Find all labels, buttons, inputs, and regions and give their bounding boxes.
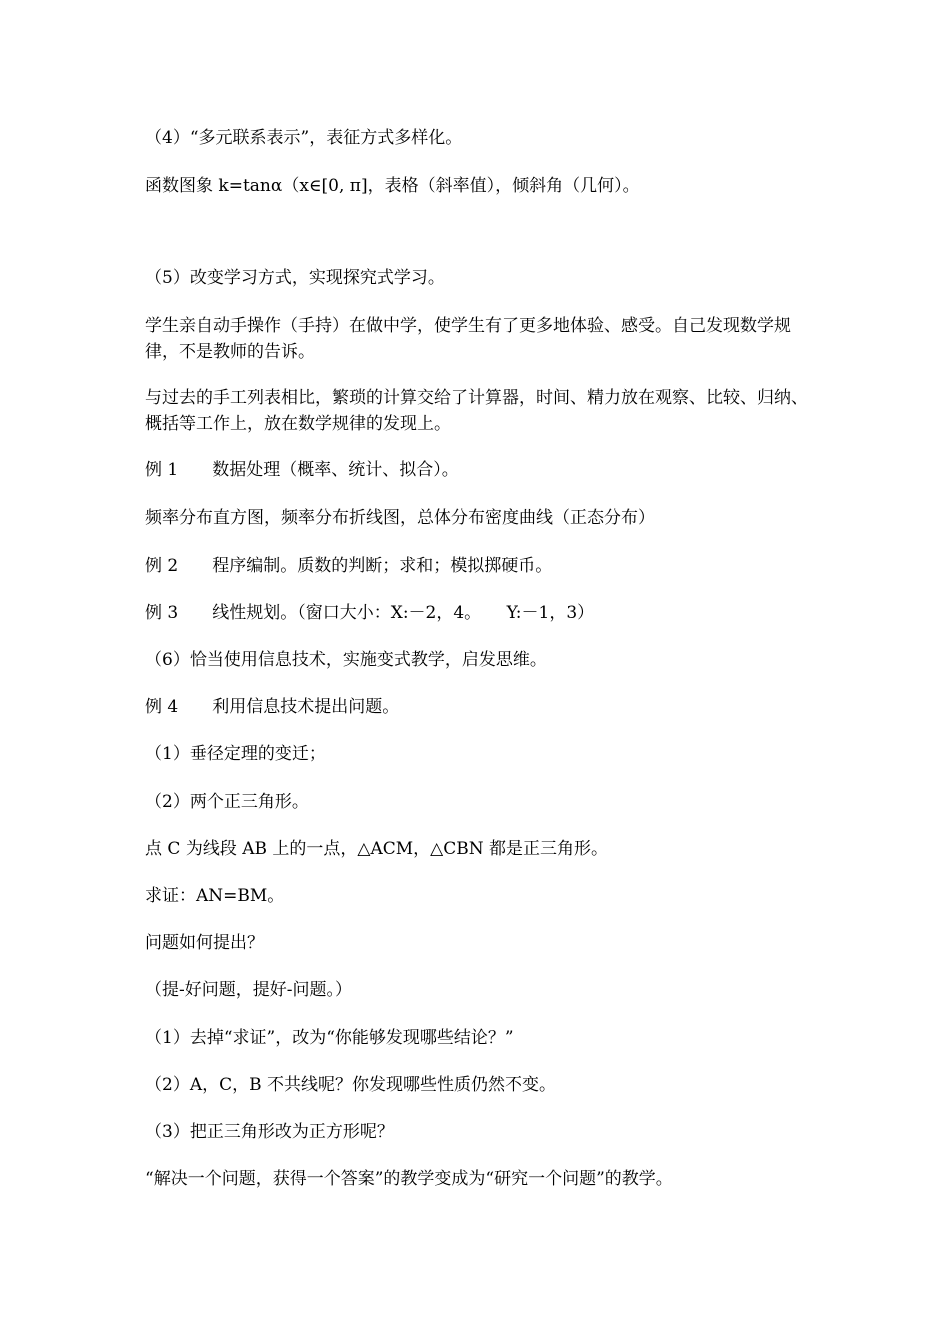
paragraph-section-4: （4）“多元联系表示”，表征方式多样化。: [145, 128, 463, 148]
paragraph-example-1: 例 1 数据处理（概率、统计、拟合）。: [145, 460, 459, 480]
paragraph-variant-2: （2）A，C，B 不共线呢？你发现哪些性质仍然不变。: [145, 1075, 556, 1095]
paragraph-item-2: （2）两个正三角形。: [145, 792, 309, 812]
paragraph-distribution: 频率分布直方图，频率分布折线图，总体分布密度曲线（正态分布）: [145, 508, 655, 528]
paragraph-conclusion: “解决一个问题，获得一个答案”的教学变成为“研究一个问题”的教学。: [145, 1169, 673, 1189]
paragraph-point-c: 点 C 为线段 AB 上的一点，△ACM，△CBN 都是正三角形。: [145, 839, 609, 859]
paragraph-section-6: （6）恰当使用信息技术，实施变式教学，启发思维。: [145, 650, 547, 670]
paragraph-item-1: （1）垂径定理的变迁；: [145, 744, 326, 764]
paragraph-example-3: 例 3 线性规划。（窗口大小：X:－2，4。 Y:－1，3）: [145, 603, 595, 623]
paragraph-example-4: 例 4 利用信息技术提出问题。: [145, 697, 400, 717]
paragraph-section-5: （5）改变学习方式，实现探究式学习。: [145, 268, 445, 288]
paragraph-example-2: 例 2 程序编制。质数的判断；求和；模拟掷硬币。: [145, 556, 553, 576]
paragraph-hands-on: 学生亲自动手操作（手持）在做中学，使学生有了更多地体验、感受。自己发现数学规律，不是教师的告诉。: [145, 316, 791, 362]
paragraph-question: 问题如何提出？: [145, 933, 264, 953]
paragraph-variant-1: （1）去掉“求证”，改为“你能够发现哪些结论？”: [145, 1028, 514, 1048]
paragraph-variant-3: （3）把正三角形改为正方形呢？: [145, 1122, 394, 1142]
paragraph-prove: 求证：AN=BM。: [145, 886, 285, 906]
paragraph-calculator: 与过去的手工列表相比，繁琐的计算交给了计算器，时间、精力放在观察、比较、归纳、概括等工作上，放在数学规律的发现上。: [145, 388, 808, 434]
paragraph-good-question: （提-好问题，提好-问题。）: [145, 980, 352, 1000]
paragraph-function-graph: 函数图象 k=tanα（x∈[0, π]，表格（斜率值），倾斜角（几何）。: [145, 176, 640, 196]
